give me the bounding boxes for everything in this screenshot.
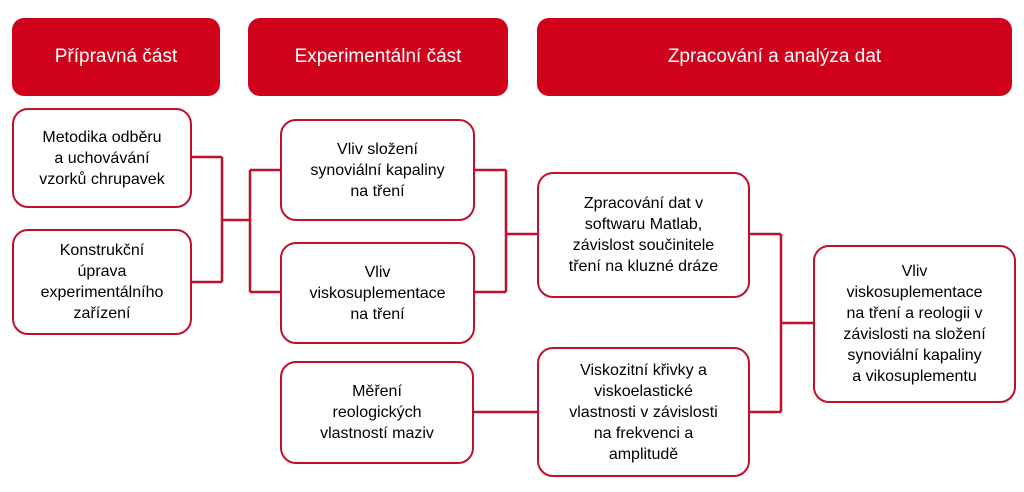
box-construction: Konstrukční úprava experimentálního zařízení: [12, 229, 192, 335]
box-curves: Viskozitní křivky a viskoelastické vlastnosti v závislosti na frekvenci a amplitudě: [537, 347, 750, 477]
box-composition: Vliv složení synoviální kapaliny na tření: [280, 119, 475, 221]
box-viscosupplement: Vliv viskosuplementace na tření: [280, 242, 475, 344]
header-analysis: Zpracování a analýza dat: [537, 18, 1012, 96]
box-rheology: Měření reologických vlastností maziv: [280, 361, 474, 464]
header-prep: Přípravná část: [12, 18, 220, 96]
box-matlab: Zpracování dat v softwaru Matlab, závislost součinitele tření na kluzné dráze: [537, 172, 750, 298]
box-sampling: Metodika odběru a uchovávání vzorků chrupavek: [12, 108, 192, 208]
header-experimental: Experimentální část: [248, 18, 508, 96]
box-result: Vliv viskosuplementace na tření a reologii v závislosti na složení synoviální kapaliny a vikosuplementu: [813, 245, 1016, 403]
